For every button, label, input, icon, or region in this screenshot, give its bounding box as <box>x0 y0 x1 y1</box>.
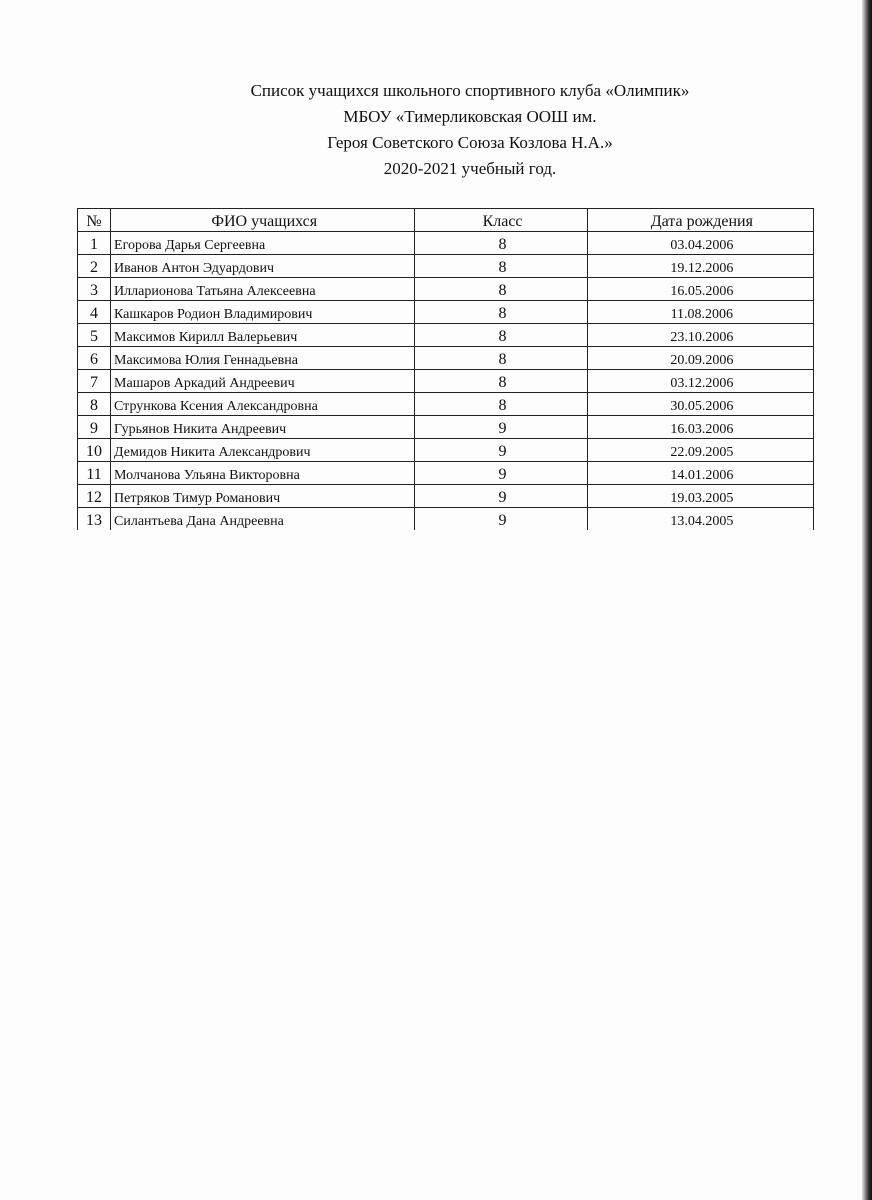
student-birthdate: 16.05.2006 <box>587 278 813 301</box>
column-header-birthdate: Дата рождения <box>587 209 813 232</box>
student-class: 8 <box>415 232 587 255</box>
row-number: 10 <box>78 439 111 462</box>
column-header-class: Класс <box>415 209 587 232</box>
table-row <box>78 347 814 370</box>
student-class: 9 <box>415 508 587 531</box>
row-number: 6 <box>78 347 111 370</box>
student-birthdate: 19.12.2006 <box>587 255 813 278</box>
table-row <box>78 462 814 485</box>
student-birthdate: 19.03.2005 <box>587 485 813 508</box>
student-class: 8 <box>415 255 587 278</box>
student-name: Стрункова Ксения Александровна <box>111 393 415 416</box>
table-header-row <box>78 209 814 232</box>
student-class: 9 <box>415 485 587 508</box>
student-name: Силантьева Дана Андреевна <box>111 508 415 531</box>
student-birthdate: 23.10.2006 <box>587 324 813 347</box>
title-line-1: Список учащихся школьного спортивного клуба «Олимпик» <box>250 81 690 100</box>
table-row <box>78 255 814 278</box>
student-name: Гурьянов Никита Андреевич <box>111 416 415 439</box>
table-row <box>78 508 814 531</box>
student-class: 9 <box>415 462 587 485</box>
student-name: Молчанова Ульяна Викторовна <box>111 462 415 485</box>
row-number: 3 <box>78 278 111 301</box>
row-number: 12 <box>78 485 111 508</box>
student-birthdate: 03.12.2006 <box>587 370 813 393</box>
student-class: 9 <box>415 439 587 462</box>
student-name: Максимова Юлия Геннадьевна <box>111 347 415 370</box>
student-name: Демидов Никита Александрович <box>111 439 415 462</box>
table-row <box>78 278 814 301</box>
table-row <box>78 232 814 255</box>
student-class: 9 <box>415 416 587 439</box>
student-birthdate: 20.09.2006 <box>587 347 813 370</box>
student-name: Илларионова Татьяна Алексеевна <box>111 278 415 301</box>
row-number: 1 <box>78 232 111 255</box>
student-class: 8 <box>415 301 587 324</box>
title-line-2: МБОУ «Тимерликовская ООШ им. <box>343 107 597 126</box>
student-birthdate: 13.04.2005 <box>587 508 813 531</box>
student-name: Машаров Аркадий Андреевич <box>111 370 415 393</box>
title-line-3: Героя Советского Союза Козлова Н.А.» <box>327 133 613 152</box>
student-name: Кашкаров Родион Владимирович <box>111 301 415 324</box>
student-birthdate: 16.03.2006 <box>587 416 813 439</box>
document-title <box>190 78 750 182</box>
table-row <box>78 485 814 508</box>
student-birthdate: 30.05.2006 <box>587 393 813 416</box>
row-number: 2 <box>78 255 111 278</box>
table-row <box>78 370 814 393</box>
title-line-4: 2020-2021 учебный год. <box>383 159 557 178</box>
student-class: 8 <box>415 393 587 416</box>
student-name: Иванов Антон Эдуардович <box>111 255 415 278</box>
row-number: 9 <box>78 416 111 439</box>
student-class: 8 <box>415 278 587 301</box>
table-row <box>78 324 814 347</box>
table-row <box>78 301 814 324</box>
student-class: 8 <box>415 324 587 347</box>
students-table <box>77 208 814 530</box>
scan-edge-shadow <box>862 0 872 1200</box>
student-birthdate: 11.08.2006 <box>587 301 813 324</box>
row-number: 5 <box>78 324 111 347</box>
table-row <box>78 439 814 462</box>
student-birthdate: 22.09.2005 <box>587 439 813 462</box>
row-number: 11 <box>78 462 111 485</box>
row-number: 8 <box>78 393 111 416</box>
student-birthdate: 14.01.2006 <box>587 462 813 485</box>
table-row <box>78 416 814 439</box>
student-name: Егорова Дарья Сергеевна <box>111 232 415 255</box>
row-number: 4 <box>78 301 111 324</box>
row-number: 13 <box>78 508 111 531</box>
student-class: 8 <box>415 370 587 393</box>
student-name: Петряков Тимур Романович <box>111 485 415 508</box>
column-header-number: № <box>78 209 111 232</box>
column-header-name: ФИО учащихся <box>111 209 415 232</box>
student-name: Максимов Кирилл Валерьевич <box>111 324 415 347</box>
table-row <box>78 393 814 416</box>
row-number: 7 <box>78 370 111 393</box>
student-class: 8 <box>415 347 587 370</box>
student-birthdate: 03.04.2006 <box>587 232 813 255</box>
